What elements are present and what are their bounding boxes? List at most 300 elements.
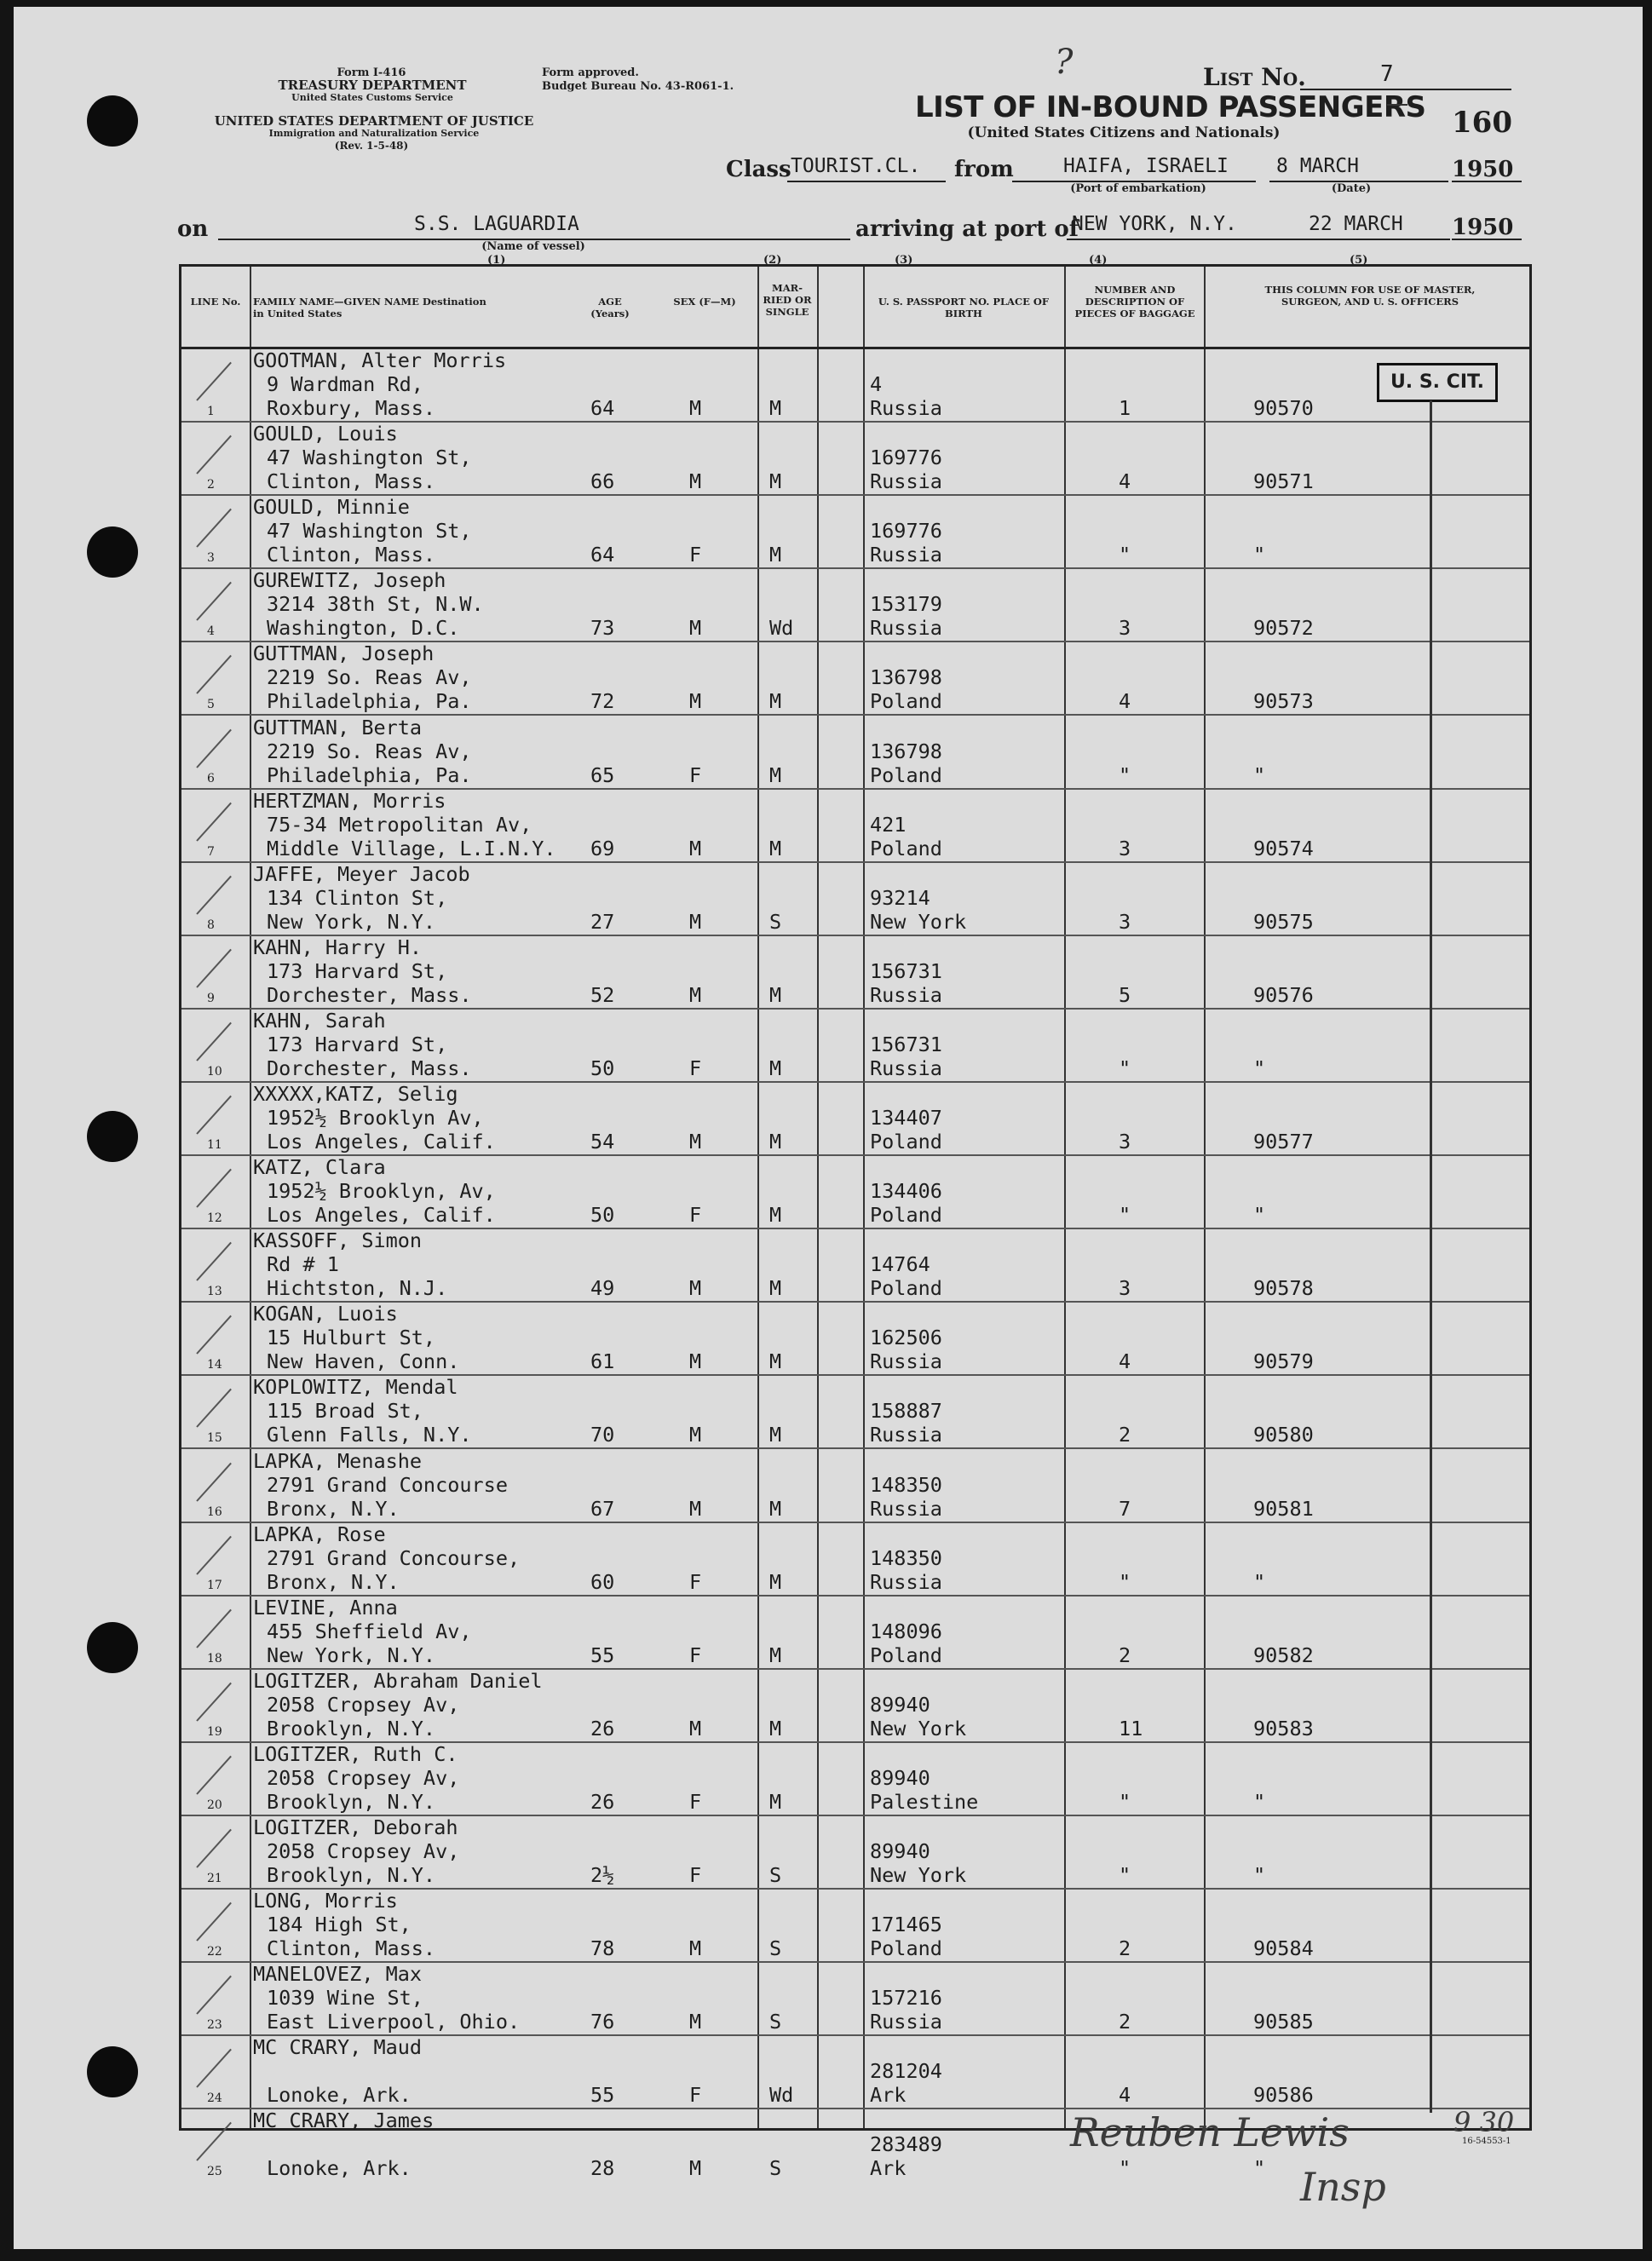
cell-addr1: 2058 Cropsey Av, [267,1692,460,1717]
handwritten-mark: ? [1055,43,1074,82]
document-title: LIST OF IN-BOUND PASSENGERS [915,90,1426,124]
cell-bag: 4 [1119,689,1131,714]
revision: (Rev. 1-5-48) [334,140,409,152]
cell-bag: 1 [1119,396,1131,420]
cell-off: " [1253,1789,1266,1814]
line-number: 2 [207,478,215,492]
cell-age: 49 [590,1276,615,1301]
cell-pp: 283489 [870,2132,942,2157]
cell-pp: 156731 [870,1032,942,1056]
check-mark [196,1976,232,2015]
cell-age: 78 [590,1936,615,1961]
cell-bag: 5 [1119,982,1131,1007]
table-row [181,1522,1529,1596]
cell-pob: New York [870,1863,967,1887]
table-row [181,1889,1529,1962]
table-row [181,1449,1529,1522]
class-line [787,181,946,182]
table-row [181,1375,1529,1448]
cell-sex: M [689,1349,702,1374]
line-number: 9 [207,991,215,1005]
budget-bureau: Budget Bureau No. 43-R061-1. [542,80,734,93]
line-number: 10 [207,1064,222,1079]
cell-ms: M [769,762,782,787]
cell-off: " [1253,1863,1266,1887]
cell-pob: Poland [870,689,942,714]
check-mark [196,1315,232,1355]
table-row [181,422,1529,495]
cell-off: 90577 [1253,1130,1314,1154]
cell-name: KAHN, Sarah [253,1008,386,1033]
cell-ms: M [769,1056,782,1080]
cell-ms: M [769,1130,782,1154]
cell-sex: M [689,396,702,420]
cell-pob: New York [870,1716,967,1740]
cell-pp: 136798 [870,665,942,690]
table-row [181,1815,1529,1889]
cell-ms: M [769,836,782,860]
cell-bag: " [1119,543,1131,567]
cell-pp: 136798 [870,739,942,763]
cell-pob: Russia [870,616,942,641]
cell-pob: Ark [870,2156,907,2181]
cell-name: HERTZMAN, Morris [253,788,446,813]
cell-pp: 281204 [870,2059,942,2084]
cell-off: 90579 [1253,1349,1314,1374]
list-no-label: List No. [1203,63,1306,91]
line-number: 5 [207,698,215,712]
cell-pob: Russia [870,1423,942,1447]
col-header-baggage: NUMBER AND DESCRIPTION OF PIECES OF BAGGAGE [1074,284,1195,319]
cell-ms: M [769,1569,782,1594]
check-mark [196,1462,232,1501]
cell-addr2: Brooklyn, N.Y. [267,1716,436,1740]
cell-off: 90582 [1253,1643,1314,1667]
cell-addr1: 2219 So. Reas Av, [267,739,472,763]
date-caption: (Date) [1331,182,1372,195]
cell-name: MANELOVEZ, Max [253,1962,423,1987]
cell-bag: 4 [1119,1349,1131,1374]
cell-ms: M [769,543,782,567]
cell-pp: 169776 [870,446,942,470]
cell-addr2: Middle Village, L.I.N.Y. [267,836,556,860]
cell-bag: 3 [1119,909,1131,934]
cell-addr2: Lonoke, Ark. [267,2156,412,2181]
cell-bag: 4 [1119,2083,1131,2108]
check-mark [196,1829,232,1868]
cell-addr2: East Liverpool, Ohio. [267,2010,521,2034]
punch-hole [87,95,138,147]
cell-sex: M [689,689,702,714]
justice-dept: UNITED STATES DEPARTMENT OF JUSTICE [214,113,534,129]
cell-ms: M [769,689,782,714]
line-number: 7 [207,844,215,859]
cell-age: 69 [590,836,615,860]
line-number: 4 [207,624,215,639]
cell-ms: M [769,1203,782,1228]
cell-age: 52 [590,982,615,1007]
cell-name: KASSOFF, Simon [253,1228,423,1253]
line-number: 20 [207,1798,222,1812]
check-mark [196,1608,232,1648]
cell-pob: Palestine [870,1789,979,1814]
col-header-age: AGE (Years) [590,296,630,319]
line-number: 8 [207,918,215,932]
table-row [181,1009,1529,1082]
table-row [181,348,1529,422]
cell-pp: 148350 [870,1545,942,1570]
cell-name: LAPKA, Rose [253,1522,386,1546]
cell-age: 64 [590,396,615,420]
cell-ms: M [769,1716,782,1740]
cell-ms: Wd [769,2083,794,2108]
cell-name: LEVINE, Anna [253,1595,398,1620]
cell-off: 90573 [1253,689,1314,714]
cell-pob: Poland [870,1130,942,1154]
cell-addr1: 2058 Cropsey Av, [267,1839,460,1863]
cell-bag: 3 [1119,1130,1131,1154]
col-num-3: (3) [895,254,913,267]
cell-off: " [1253,1056,1266,1080]
cell-pob: Russia [870,2010,942,2034]
check-mark [196,1683,232,1722]
cell-addr2: Washington, D.C. [267,616,460,641]
col-num-1: (1) [487,254,506,267]
cell-pob: Russia [870,469,942,494]
check-mark [196,1756,232,1795]
check-mark [196,2122,232,2161]
table-row [181,1302,1529,1375]
cell-addr1: 3214 38th St, N.W. [267,592,484,617]
cell-addr1: 2058 Cropsey Av, [267,1765,460,1790]
cell-pp: 134406 [870,1179,942,1204]
cell-pob: Poland [870,762,942,787]
line-number: 12 [207,1211,222,1226]
cell-pp: 148096 [870,1619,942,1643]
col-header-name: FAMILY NAME—GIVEN NAME Destination in United States [253,296,486,319]
cell-pob: New York [870,909,967,934]
cell-pob: Poland [870,1936,942,1961]
cell-addr1: 455 Sheffield Av, [267,1619,472,1643]
punch-hole [87,2046,138,2097]
from-value: HAIFA, ISRAELI [1063,155,1229,177]
cell-sex: M [689,836,702,860]
table-row [181,716,1529,789]
cell-off: 90576 [1253,982,1314,1007]
line-number: 16 [207,1504,222,1519]
cell-bag: " [1119,1056,1131,1080]
cell-off: " [1253,2156,1266,2181]
col-header-line: LINE No. [190,296,241,308]
cell-ms: M [769,1496,782,1521]
class-value: TOURIST.CL. [791,155,921,177]
cell-off: 90574 [1253,836,1314,860]
cell-name: KOGAN, Luois [253,1302,398,1326]
cell-off: 90584 [1253,1936,1314,1961]
line-number: 14 [207,1358,222,1372]
line-number: 23 [207,2018,222,2033]
cell-age: 70 [590,1423,615,1447]
arriving-label: arriving at port of [855,216,1079,242]
punch-hole [87,1111,138,1162]
cell-off: 90570 [1253,396,1314,420]
cell-name: GOOTMAN, Alter Morris [253,348,507,372]
cell-name: LONG, Morris [253,1889,398,1913]
check-mark [196,582,232,621]
table-row [181,495,1529,568]
cell-off: 90572 [1253,616,1314,641]
cell-name: GUTTMAN, Joseph [253,641,435,666]
cell-pob: Russia [870,1569,942,1594]
cell-name: LAPKA, Menashe [253,1448,423,1473]
list-no-value: 7 [1380,61,1394,87]
cell-sex: M [689,469,702,494]
table-row [181,1155,1529,1228]
table-row [181,935,1529,1009]
table-row [181,789,1529,862]
cell-addr2: Clinton, Mass. [267,543,436,567]
cell-sex: M [689,982,702,1007]
table-row [181,2035,1529,2109]
check-mark [196,1169,232,1208]
cell-sex: F [689,1203,702,1228]
check-mark [196,509,232,548]
cell-addr1: 184 High St, [267,1913,412,1937]
cell-pob: Russia [870,396,942,420]
cell-addr2: New York, N.Y. [267,1643,436,1667]
cell-addr2: Los Angeles, Calif. [267,1203,496,1228]
cell-bag: 2 [1119,1643,1131,1667]
cell-pob: Russia [870,982,942,1007]
cell-addr1: 2791 Grand Concourse [267,1472,508,1497]
arrival-year: 1950 [1452,215,1514,240]
cell-pob: Poland [870,836,942,860]
cell-bag: " [1119,2156,1131,2181]
check-mark [196,1022,232,1061]
on-label: on [177,216,209,242]
cell-off: " [1253,543,1266,567]
cell-addr1: 75-34 Metropolitan Av, [267,812,532,837]
punch-hole [87,526,138,578]
treasury-dept: TREASURY DEPARTMENT [278,78,467,93]
cell-name: GUTTMAN, Berta [253,715,423,739]
table-row [181,1228,1529,1302]
col-header-sex: SEX (F—M) [673,296,736,308]
cell-name: JAFFE, Meyer Jacob [253,861,470,886]
check-mark [196,435,232,475]
cell-ms: S [769,909,782,934]
cell-age: 2½ [590,1863,615,1887]
cell-ms: S [769,1936,782,1961]
cell-age: 26 [590,1716,615,1740]
cell-pp: 158887 [870,1399,942,1424]
document-subtitle: (United States Citizens and Nationals) [967,124,1281,141]
form-approved: Form approved. [542,66,639,79]
cell-addr2: Philadelphia, Pa. [267,762,472,787]
check-mark [196,1096,232,1135]
check-mark [196,1902,232,1942]
cell-off: " [1253,1569,1266,1594]
table-row [181,862,1529,935]
cell-sex: F [689,762,702,787]
table-row [181,568,1529,641]
table-row [181,1082,1529,1155]
check-mark [196,1535,232,1574]
line-number: 6 [207,771,215,785]
inspector-signature: Reuben Lewis [1070,2109,1350,2155]
cell-ms: M [769,1423,782,1447]
line-number: 21 [207,1872,222,1885]
col-num-2: (2) [763,254,782,267]
class-label: Class [726,157,791,182]
cell-age: 55 [590,1643,615,1667]
cell-addr1: 2791 Grand Concourse, [267,1545,521,1570]
form-number: Form I-416 [337,66,406,79]
cell-addr1: 2219 So. Reas Av, [267,665,472,690]
cell-age: 65 [590,762,615,787]
cell-age: 72 [590,689,615,714]
table-row [181,1962,1529,2035]
cell-off: 90575 [1253,909,1314,934]
cell-pp: 421 [870,812,907,837]
cell-pob: Poland [870,1643,942,1667]
cell-pp: 148350 [870,1472,942,1497]
cell-bag: 3 [1119,616,1131,641]
cell-bag: 7 [1119,1496,1131,1521]
cell-sex: M [689,1423,702,1447]
cell-age: 50 [590,1056,615,1080]
customs-service: United States Customs Service [291,92,453,103]
cell-name: KATZ, Clara [253,1155,386,1180]
cell-addr1: 9 Wardman Rd, [267,372,423,396]
cell-off: 90586 [1253,2083,1314,2108]
cell-addr1: 1039 Wine St, [267,1986,423,2011]
cell-addr2: Clinton, Mass. [267,1936,436,1961]
embark-date: 8 MARCH [1276,155,1359,177]
cell-addr1: 15 Hulburt St, [267,1326,436,1350]
check-mark [196,1242,232,1281]
cell-sex: F [689,543,702,567]
cell-addr2: Philadelphia, Pa. [267,689,472,714]
cell-pp: 89940 [870,1839,930,1863]
check-mark [196,728,232,768]
cell-addr2: Dorchester, Mass. [267,1056,472,1080]
cell-addr2: Dorchester, Mass. [267,982,472,1007]
cell-name: LOGITZER, Abraham Daniel [253,1668,543,1693]
cell-addr2: Brooklyn, N.Y. [267,1863,436,1887]
cell-bag: 4 [1119,469,1131,494]
stamp-line [1430,400,1432,2113]
cell-sex: M [689,1716,702,1740]
cell-sex: M [689,2010,702,2034]
table-row [181,1669,1529,1742]
check-mark [196,362,232,401]
cell-addr2: New York, N.Y. [267,909,436,934]
cell-sex: M [689,1496,702,1521]
cell-off: " [1253,1203,1266,1228]
check-mark [196,655,232,694]
cell-addr1: 47 Washington St, [267,519,472,544]
cell-addr2: Lonoke, Ark. [267,2083,412,2108]
cell-age: 26 [590,1789,615,1814]
line-number: 11 [207,1138,222,1152]
cell-name: MC CRARY, James [253,2109,435,2133]
cell-bag: " [1119,762,1131,787]
signature-time: 9 30 [1453,2106,1515,2138]
page-number: 160 [1452,106,1512,140]
line-number: 3 [207,551,215,566]
cell-off: 90571 [1253,469,1314,494]
cell-bag: " [1119,1203,1131,1228]
cell-addr2: Los Angeles, Calif. [267,1130,496,1154]
line-number: 13 [207,1285,222,1299]
cell-age: 28 [590,2156,615,2181]
line-number: 1 [207,405,215,418]
cell-sex: M [689,1130,702,1154]
cell-pp: 171465 [870,1913,942,1937]
cell-age: 60 [590,1569,615,1594]
cell-age: 67 [590,1496,615,1521]
cell-ms: M [769,1349,782,1374]
cell-pob: Russia [870,543,942,567]
us-citizen-stamp: U. S. CIT. [1377,363,1498,402]
cell-ms: S [769,1863,782,1887]
col-header-passport: U. S. PASSPORT NO. PLACE OF BIRTH [878,296,1050,319]
line-number: 18 [207,1651,222,1666]
check-mark [196,875,232,914]
col-header-married: MAR-RIED OR SINGLE [763,282,812,318]
cell-addr1: 47 Washington St, [267,446,472,470]
embark-year: 1950 [1452,157,1514,182]
form-reference: 16-54553-1 [1462,2137,1511,2146]
cell-pp: 89940 [870,1765,930,1790]
cell-name: KAHN, Harry H. [253,935,423,959]
inspector-title: Insp [1300,2164,1386,2210]
cell-ms: M [769,1276,782,1301]
list-no-line [1300,89,1511,90]
cell-bag: 11 [1119,1716,1143,1740]
arrival-line [1067,239,1450,240]
cell-addr2: Roxbury, Mass. [267,396,436,420]
cell-name: MC CRARY, Maud [253,2035,423,2060]
cell-bag: " [1119,1569,1131,1594]
cell-ms: M [769,396,782,420]
cell-ms: M [769,982,782,1007]
cell-pp: 156731 [870,958,942,983]
cell-ms: Wd [769,616,794,641]
cell-sex: F [689,2083,702,2108]
cell-bag: 3 [1119,1276,1131,1301]
check-mark [196,802,232,841]
cell-name: XXXXX,KATZ, Selig [253,1082,458,1106]
cell-off: 90583 [1253,1716,1314,1740]
cell-bag: 3 [1119,836,1131,860]
cell-bag: " [1119,1863,1131,1887]
line-number: 19 [207,1724,222,1739]
cell-pp: 93214 [870,885,930,910]
cell-sex: F [689,1789,702,1814]
cell-bag: 2 [1119,2010,1131,2034]
cell-sex: M [689,616,702,641]
cell-pp: 134407 [870,1106,942,1130]
check-mark [196,949,232,988]
cell-addr2: New Haven, Conn. [267,1349,460,1374]
ins-service: Immigration and Naturalization Service [268,128,480,139]
punch-hole [87,1622,138,1673]
cell-bag: " [1119,1789,1131,1814]
line-number: 17 [207,1578,222,1592]
cell-name: GUREWITZ, Joseph [253,568,446,593]
